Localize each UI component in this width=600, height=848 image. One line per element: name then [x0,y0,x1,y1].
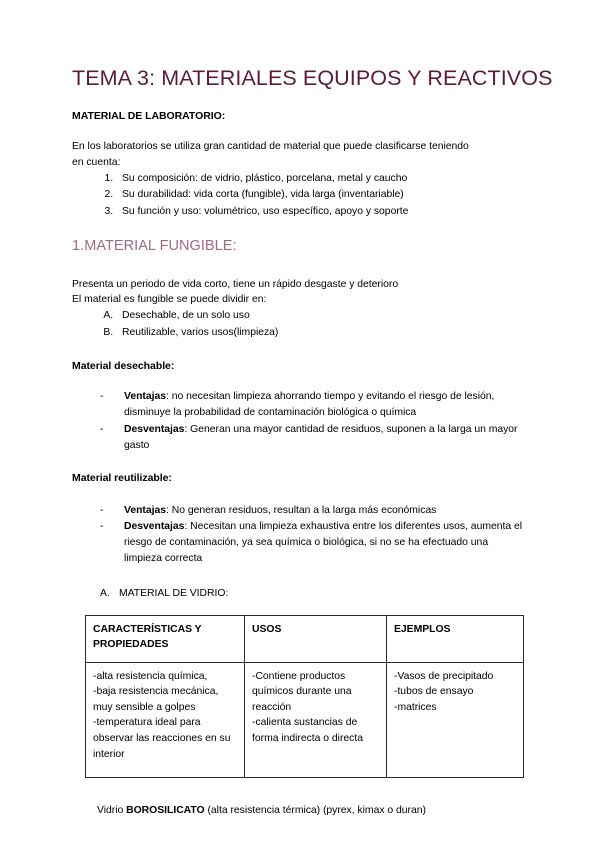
cell-line: -temperatura ideal para [93,717,201,729]
item-label: Desventajas [124,521,185,533]
item-text: : no necesitan limpieza ahorrando tiempo y evitando el riesgo de lesión, disminuye la probabilidad de contaminación biológica o química [124,391,495,419]
fungible-divisions-list [72,308,528,341]
cell-line: -calienta sustancias de [252,717,358,729]
note-suffix: (alta resistencia térmica) (pyrex, kimax o duran) [204,804,426,816]
classification-criteria-list [72,171,528,220]
cell-line: -baja resistencia mecánica, [93,686,219,698]
glass-material-table [85,615,524,778]
list-item: A. Desechable, de un solo uso [116,308,528,324]
table-row [86,662,524,777]
column-header-ejemplos: EJEMPLOS [387,615,524,662]
column-header-characteristics: CARACTERÍSTICAS Y PROPIEDADES [86,615,245,662]
cell-line: observar las reacciones en su [93,732,231,744]
disposable-material-heading: Material desechable: [72,360,175,373]
cell-ejemplos [387,662,524,777]
fungible-intro-line-1: Presenta un periodo de vida corto, tiene un rápido desgaste y deterioro [72,278,399,290]
list-item [72,503,528,519]
cell-line: muy sensible a golpes [93,701,196,713]
cell-line: -alta resistencia química, [93,670,208,682]
glass-section-title [72,586,528,602]
note-bold-term: BOROSILICATO [126,804,205,816]
list-item: 3. Su función y uso: volumétrico, uso específico, apoyo y soporte [116,204,528,220]
note-prefix: Vidrio [97,804,127,816]
item-text: : No generan residuos, resultan a la larga más económicas [166,504,437,516]
cell-line: forma indirecta o directa [252,732,363,744]
cell-line: -tubos de ensayo [394,686,474,698]
reusable-material-list [72,503,528,567]
glass-section-marker: A. [100,587,110,599]
item-label: Ventajas [124,504,167,516]
cell-line: -Vasos de precipitado [394,670,494,682]
disposable-material-list [72,389,528,453]
page-title: TEMA 3: MATERIALES EQUIPOS Y REACTIVOS [72,66,553,90]
item-text: : Necesitan una limpieza exhaustiva entre los diferentes usos, aumenta el riesgo de contaminación, ya sea química o biológica, si no se ha efectuado una limpieza correcta [124,521,523,565]
cell-line: -Contiene productos [252,670,346,682]
column-header-usos: USOS [245,615,387,662]
list-item: B. Reutilizable, varios usos(limpieza) [116,325,528,341]
list-item [72,519,528,566]
cell-characteristics [86,662,245,777]
list-item [72,389,528,421]
item-label: Ventajas [124,391,167,403]
list-item: 1. Su composición: de vidrio, plástico, porcelana, metal y caucho [116,171,528,187]
table-header-row [86,615,524,662]
item-text: : Generan una mayor cantidad de residuos, suponen a la larga un mayor gasto [124,423,518,451]
fungible-intro-line-2: El material es fungible se puede dividir en: [72,294,267,306]
item-label: Desventajas [124,423,185,435]
cell-line: químicos durante una [252,686,352,698]
reusable-material-heading: Material reutilizable: [72,471,172,484]
cell-line: -matrices [394,701,437,713]
list-item: 2. Su durabilidad: vida corta (fungible), vida larga (inventariable) [116,187,528,203]
cell-line: reacción [252,701,292,713]
fungible-material-heading: 1.MATERIAL FUNGIBLE: [72,238,237,255]
borosilicate-note [72,803,528,819]
cell-usos [245,662,387,777]
cell-line: interior [93,748,125,760]
lab-material-heading: MATERIAL DE LABORATORIO: [72,110,226,123]
glass-section-title-text: MATERIAL DE VIDRIO: [119,587,229,599]
lab-material-intro: En los laboratorios se utiliza gran cantidad de material que puede clasificarse teniendo en cuenta: [72,141,469,169]
list-item [72,422,528,454]
